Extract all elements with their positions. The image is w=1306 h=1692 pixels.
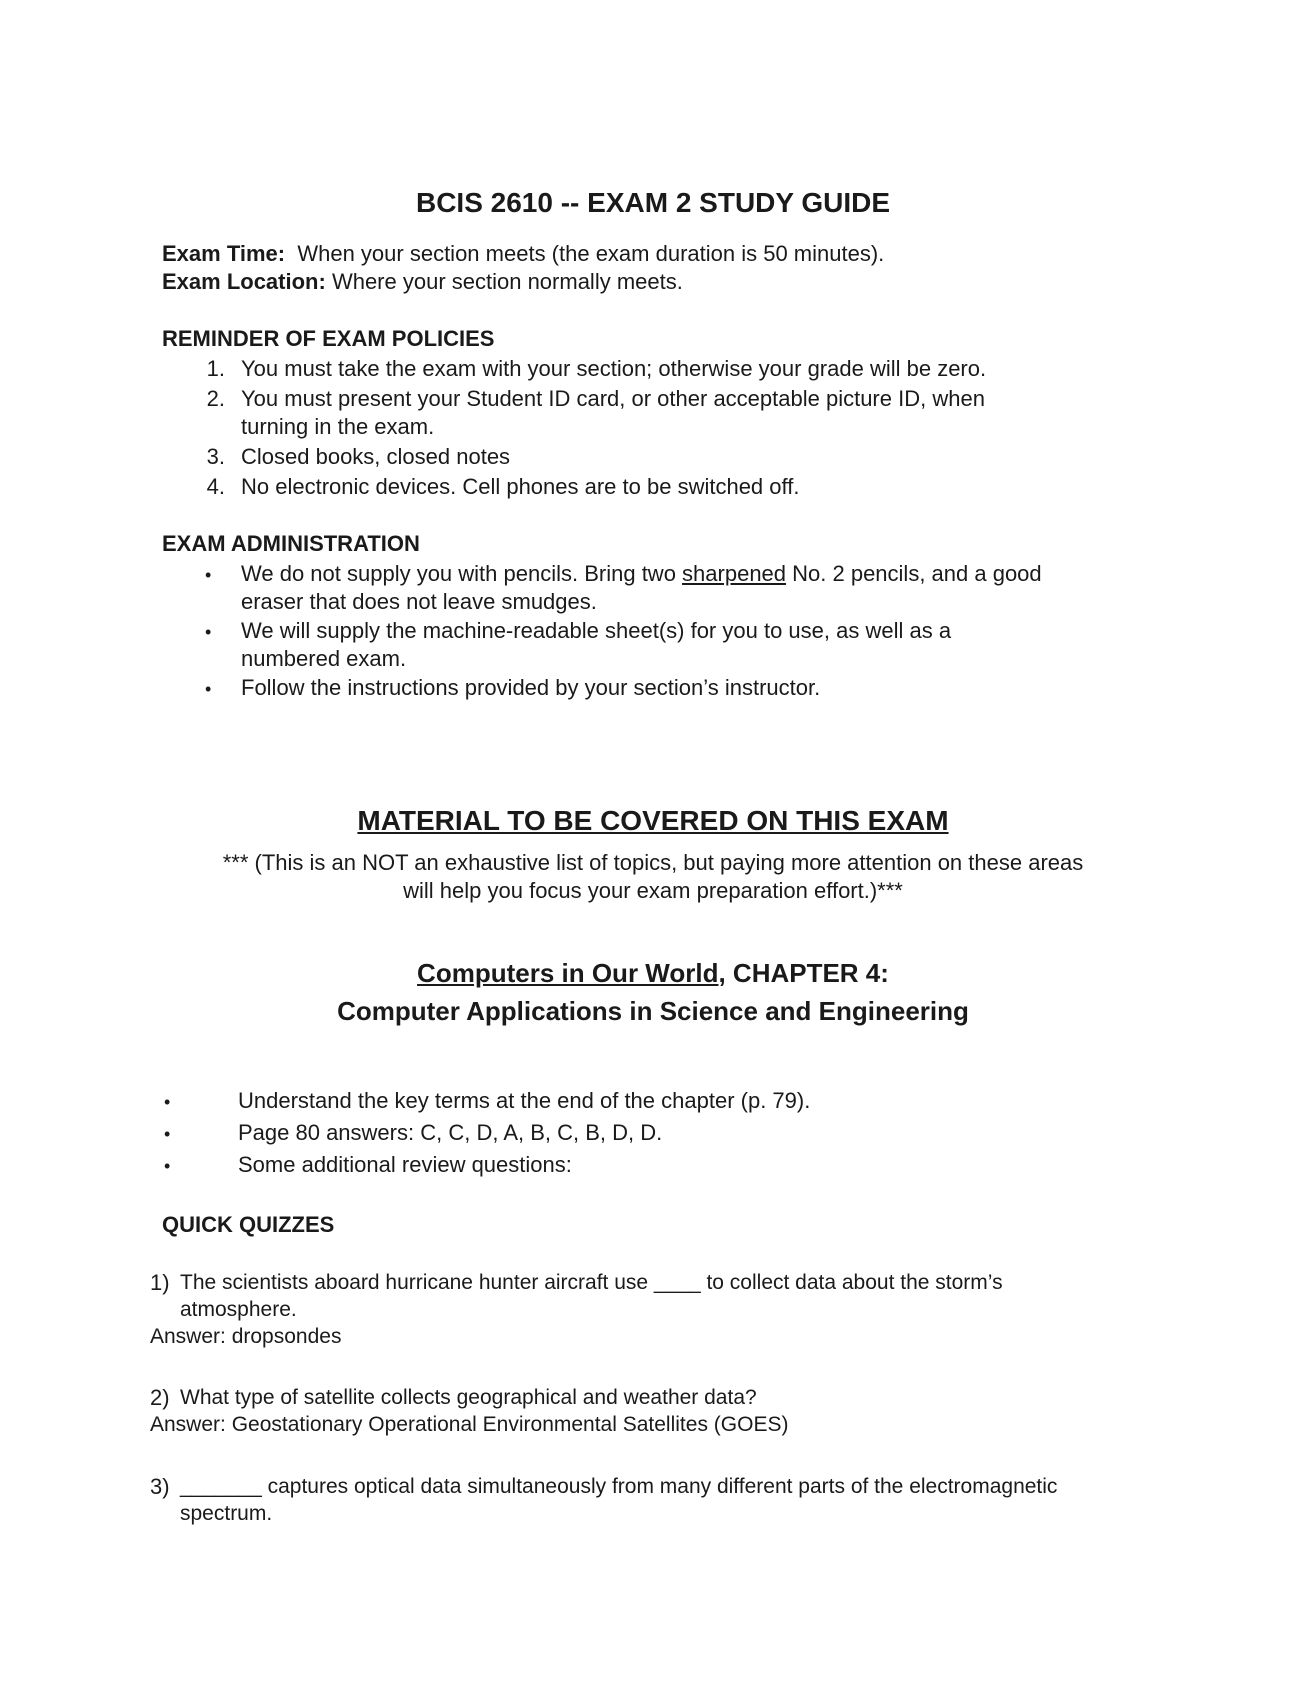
policy-text: No electronic devices. Cell phones are to be switched off. <box>241 474 800 499</box>
policy-number: 1. <box>206 356 225 381</box>
administration-heading: EXAM ADMINISTRATION <box>162 531 420 556</box>
book-title: Computers in Our World <box>417 958 719 988</box>
page-title: BCIS 2610 -- EXAM 2 STUDY GUIDE <box>415 187 891 218</box>
policy-text: Closed books, closed notes <box>241 444 511 469</box>
chapter-heading <box>0 958 1306 989</box>
policy-number: 4. <box>206 474 225 499</box>
chapter-bullet-item: Page 80 answers: C, C, D, A, B, C, B, D, D. <box>238 1120 663 1145</box>
material-disclaimer-continued: will help you focus your exam preparation effort.)*** <box>403 878 903 903</box>
admin-item-1-emphasis: sharpened <box>682 561 787 586</box>
question-text-continued: spectrum. <box>180 1502 273 1525</box>
policy-text: You must present your Student ID card, or other acceptable picture ID, when <box>241 386 985 411</box>
admin-item-1 <box>241 561 1042 587</box>
bullet-icon: • <box>164 1124 171 1144</box>
chapter-subtitle: Computer Applications in Science and Engineering <box>337 996 969 1026</box>
policy-number: 2. <box>206 386 225 411</box>
chapter-bullet-item: Understand the key terms at the end of the chapter (p. 79). <box>238 1088 811 1113</box>
exam-time-value: When your section meets (the exam duration is 50 minutes). <box>297 241 885 266</box>
admin-item-2-continued: numbered exam. <box>241 646 407 671</box>
bullet-icon: • <box>205 679 212 699</box>
admin-item-1-continued: eraser that does not leave smudges. <box>241 589 597 614</box>
question-answer: Answer: Geostationary Operational Environmental Satellites (GOES) <box>150 1413 789 1436</box>
question-text: The scientists aboard hurricane hunter aircraft use ____ to collect data about the storm’s <box>180 1271 1003 1294</box>
question-number: 1) <box>150 1270 170 1295</box>
material-disclaimer: *** (This is an NOT an exhaustive list of topics, but paying more attention on these areas <box>222 850 1084 875</box>
question-number: 2) <box>150 1385 170 1410</box>
material-heading: MATERIAL TO BE COVERED ON THIS EXAM <box>357 805 949 836</box>
chapter-bullet-item: Some additional review questions: <box>238 1152 572 1177</box>
policy-text: You must take the exam with your section; otherwise your grade will be zero. <box>241 356 987 381</box>
chapter-label: , CHAPTER 4: <box>718 958 889 988</box>
admin-item-2: We will supply the machine-readable sheet(s) for you to use, as well as a <box>241 618 952 643</box>
exam-location-value: Where your section normally meets. <box>331 269 683 294</box>
exam-time-label: Exam Time: <box>162 241 286 266</box>
exam-location-line <box>162 269 683 295</box>
bullet-icon: • <box>205 622 212 642</box>
policy-number: 3. <box>206 444 225 469</box>
policies-heading: REMINDER OF EXAM POLICIES <box>162 326 495 351</box>
quizzes-heading: QUICK QUIZZES <box>162 1212 335 1237</box>
bullet-icon: • <box>164 1092 171 1112</box>
admin-item-1-text-end: No. 2 pencils, and a good <box>786 561 1042 586</box>
bullet-icon: • <box>164 1156 171 1176</box>
admin-item-3: Follow the instructions provided by your section’s instructor. <box>241 675 821 700</box>
question-text: What type of satellite collects geographical and weather data? <box>180 1386 757 1409</box>
question-text-continued: atmosphere. <box>180 1298 297 1321</box>
bullet-icon: • <box>205 565 212 585</box>
question-number: 3) <box>150 1474 170 1499</box>
question-text: _______ captures optical data simultaneously from many different parts of the electromagnetic <box>180 1475 1058 1498</box>
question-answer: Answer: dropsondes <box>150 1325 342 1348</box>
exam-location-label: Exam Location: <box>162 269 326 294</box>
policy-text-continued: turning in the exam. <box>241 414 435 439</box>
admin-item-1-text: We do not supply you with pencils. Bring two <box>241 561 683 586</box>
exam-time-line <box>162 241 884 267</box>
